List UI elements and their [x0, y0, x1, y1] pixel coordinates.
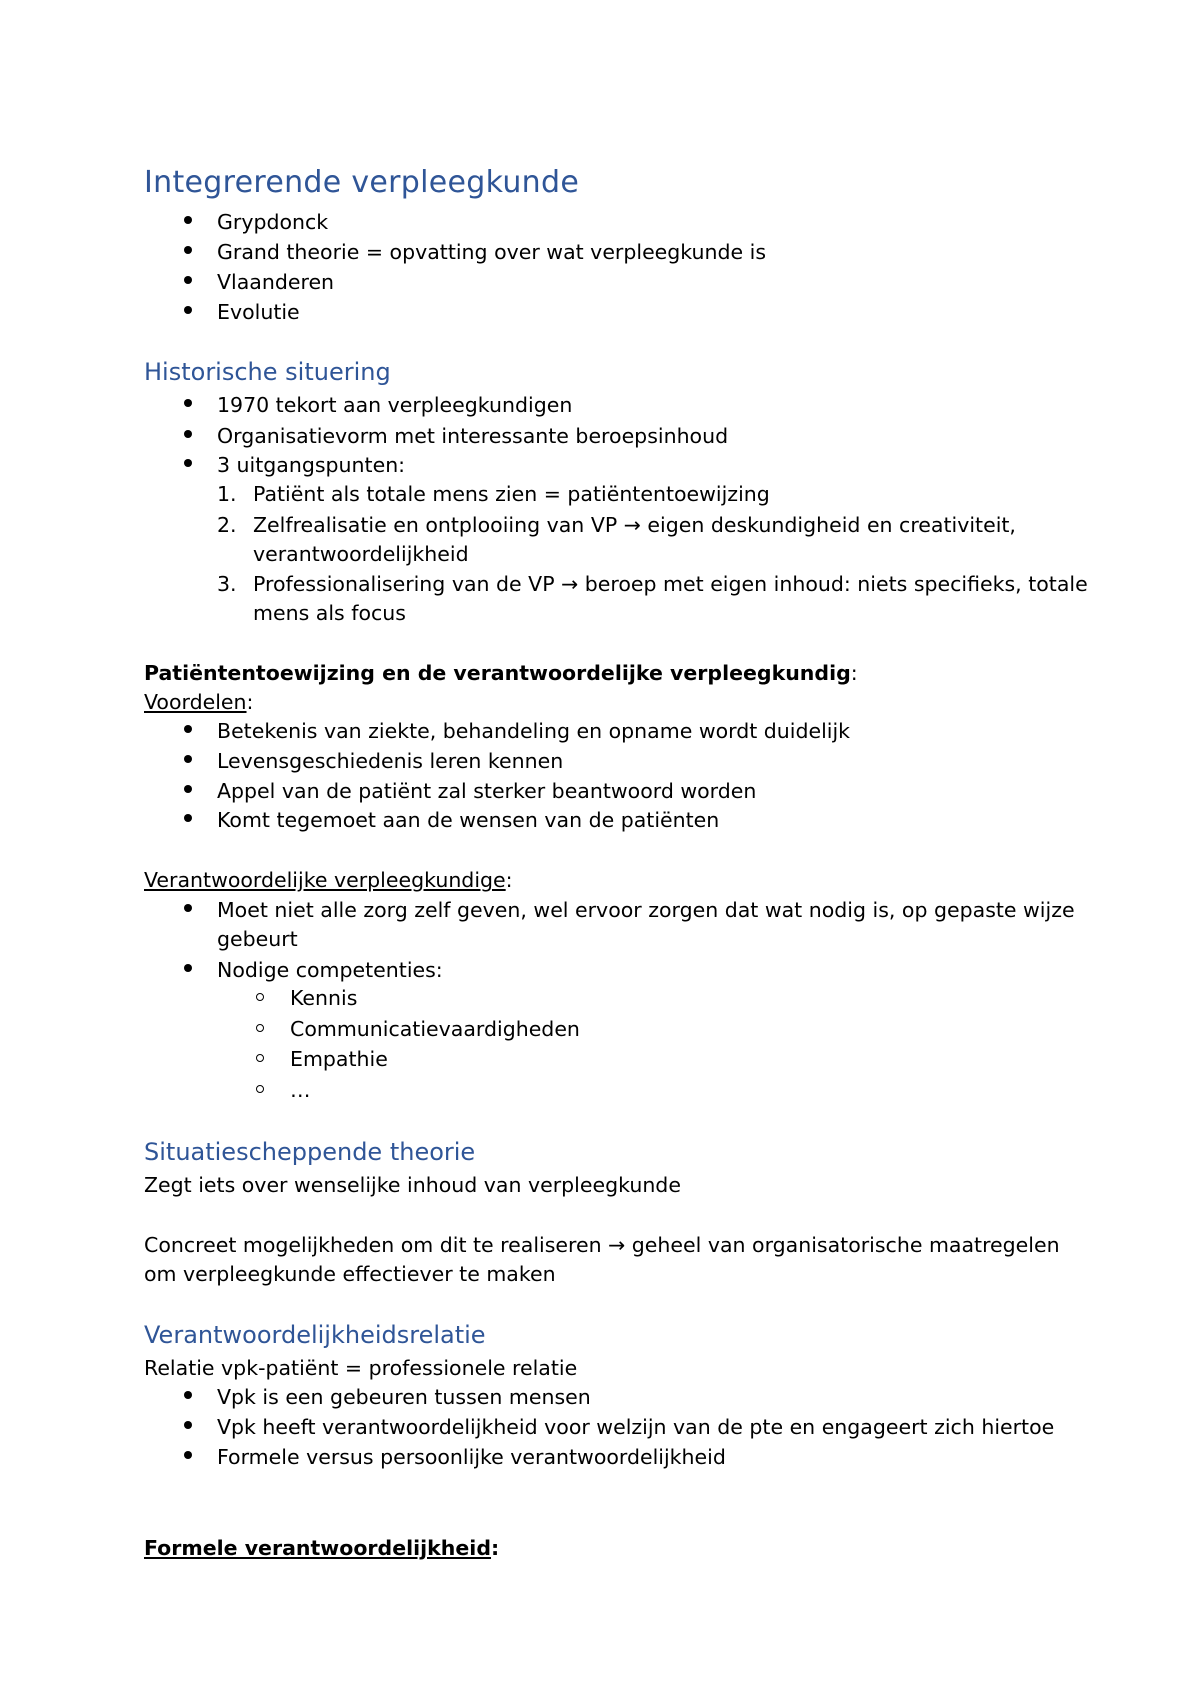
voordelen-label-text: Voordelen: [144, 690, 247, 714]
numbered-item-continuation: verantwoordelijkheid: [253, 542, 469, 566]
colon: :: [491, 1536, 500, 1560]
voordelen-label: [144, 692, 253, 713]
colon: :: [850, 661, 858, 685]
section-heading-relatie: Verantwoordelijkheidsrelatie: [144, 1321, 486, 1349]
list-item: Formele versus persoonlijke verantwoordelijkheid: [217, 1445, 726, 1469]
list-item: Moet niet alle zorg zelf geven, wel ervoor zorgen dat wat nodig is, op gepaste wijze: [217, 898, 1075, 922]
numbered-item: Patiënt als totale mens zien = patiëntentoewijzing: [253, 482, 770, 506]
list-item: 1970 tekort aan verpleegkundigen: [217, 393, 573, 417]
list-item: Vlaanderen: [217, 270, 335, 294]
subsection-heading: [144, 663, 858, 684]
list-item: Evolutie: [217, 300, 300, 324]
bullet-icon: [184, 814, 192, 822]
formele-label: [144, 1538, 499, 1559]
paragraph-continuation: om verpleegkunde effectiever te maken: [144, 1262, 556, 1286]
section-heading-historisch: Historische situering: [144, 358, 391, 386]
list-item: Grypdonck: [217, 210, 329, 234]
sub-list-item: …: [290, 1078, 311, 1102]
list-item: Vpk heeft verantwoordelijkheid voor welzijn van de pte en engageert zich hiertoe: [217, 1415, 1055, 1439]
list-item: Komt tegemoet aan de wensen van de patiënten: [217, 808, 720, 832]
list-number: 1.: [217, 482, 237, 506]
colon: :: [505, 868, 513, 892]
circle-bullet-icon: [256, 1024, 264, 1032]
bullet-icon: [184, 276, 192, 284]
list-item: Vpk is een gebeuren tussen mensen: [217, 1385, 591, 1409]
list-item: Levensgeschiedenis leren kennen: [217, 749, 564, 773]
numbered-item: Professionalisering van de VP → beroep met eigen inhoud: niets specifieks, totale: [253, 572, 1088, 596]
sub-list-item: Kennis: [290, 986, 358, 1010]
list-item-continuation: gebeurt: [217, 927, 298, 951]
paragraph: Relatie vpk-patiënt = professionele relatie: [144, 1356, 578, 1380]
colon: :: [246, 690, 254, 714]
list-number: 3.: [217, 572, 237, 596]
circle-bullet-icon: [256, 993, 264, 1001]
list-number: 2.: [217, 513, 237, 537]
paragraph: Zegt iets over wenselijke inhoud van verpleegkunde: [144, 1173, 681, 1197]
bullet-icon: [184, 1391, 192, 1399]
page-title: Integrerende verpleegkunde: [144, 165, 580, 200]
list-item: Organisatievorm met interessante beroepsinhoud: [217, 424, 729, 448]
paragraph: Concreet mogelijkheden om dit te realiseren → geheel van organisatorische maatregelen: [144, 1233, 1060, 1257]
bullet-icon: [184, 755, 192, 763]
vpk-label: [144, 870, 513, 891]
bullet-icon: [184, 1451, 192, 1459]
list-item: 3 uitgangspunten:: [217, 453, 406, 477]
circle-bullet-icon: [256, 1085, 264, 1093]
subsection-heading-text: Patiëntentoewijzing en de verantwoordelijke verpleegkundig: [144, 661, 851, 685]
sub-list-item: Empathie: [290, 1047, 388, 1071]
bullet-icon: [184, 306, 192, 314]
bullet-icon: [184, 216, 192, 224]
bullet-icon: [184, 904, 192, 912]
numbered-item: Zelfrealisatie en ontplooiing van VP → eigen deskundigheid en creativiteit,: [253, 513, 1016, 537]
vpk-label-text: Verantwoordelijke verpleegkundige: [144, 868, 506, 892]
bullet-icon: [184, 430, 192, 438]
bullet-icon: [184, 246, 192, 254]
section-heading-situatie: Situatiescheppende theorie: [144, 1138, 476, 1166]
list-item: Betekenis van ziekte, behandeling en opname wordt duidelijk: [217, 719, 851, 743]
numbered-item-continuation: mens als focus: [253, 601, 406, 625]
bullet-icon: [184, 725, 192, 733]
bullet-icon: [184, 964, 192, 972]
circle-bullet-icon: [256, 1054, 264, 1062]
list-item: Nodige competenties:: [217, 958, 443, 982]
sub-list-item: Communicatievaardigheden: [290, 1017, 580, 1041]
list-item: Appel van de patiënt zal sterker beantwoord worden: [217, 779, 757, 803]
bullet-icon: [184, 459, 192, 467]
bullet-icon: [184, 1421, 192, 1429]
bullet-icon: [184, 399, 192, 407]
list-item: Grand theorie = opvatting over wat verpleegkunde is: [217, 240, 767, 264]
bullet-icon: [184, 785, 192, 793]
formele-label-text: Formele verantwoordelijkheid: [144, 1536, 492, 1560]
